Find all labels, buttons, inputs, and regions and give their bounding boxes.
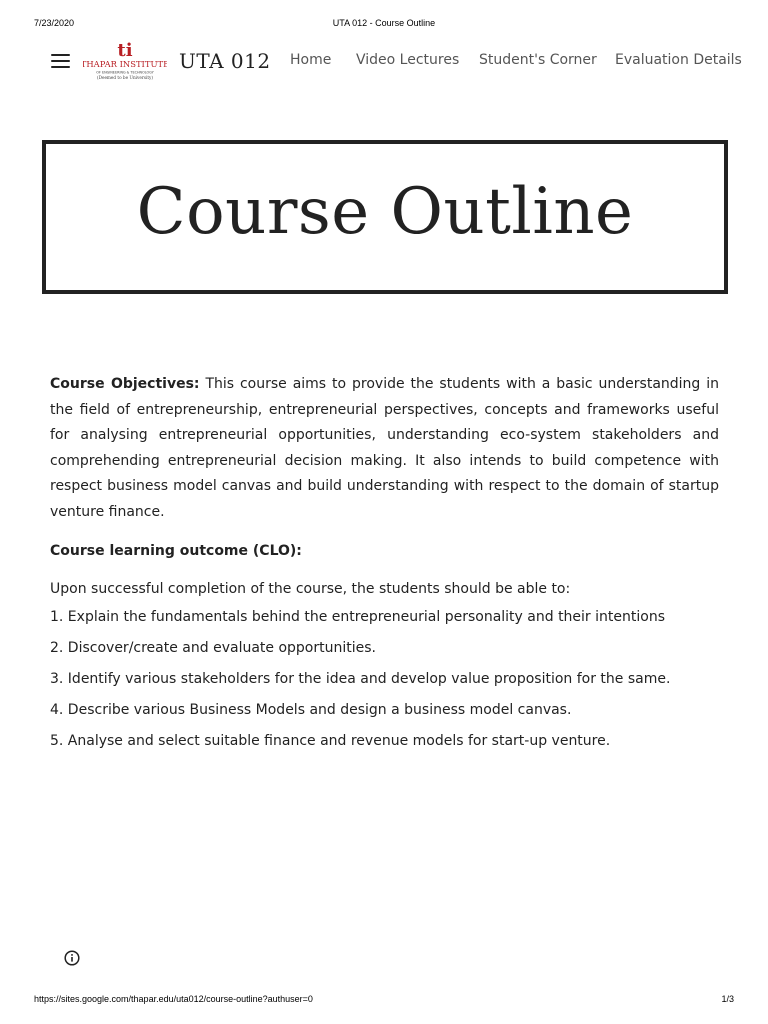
logo-subtext: OF ENGINEERING & TECHNOLOGY: [96, 70, 154, 75]
info-icon[interactable]: [64, 950, 80, 966]
page-title: Course Outline: [136, 175, 634, 249]
nav-video-lectures[interactable]: Video Lectures: [356, 52, 460, 68]
outcome-item: 5. Analyse and select suitable finance and revenue models for start-up venture.: [50, 732, 611, 749]
objectives-label: Course Objectives:: [50, 376, 200, 392]
logo-text: THAPAR INSTITUTE: [83, 59, 167, 69]
course-objectives-paragraph: [50, 372, 719, 526]
hero-banner: [42, 140, 728, 294]
print-date: 7/23/2020: [34, 18, 75, 28]
outcome-item: 4. Describe various Business Models and design a business model canvas.: [50, 701, 572, 718]
nav-students-corner[interactable]: Student's Corner: [479, 52, 597, 68]
print-title: UTA 012 - Course Outline: [332, 18, 436, 28]
logo-tagline: (Deemed to be University): [96, 75, 154, 80]
site-title[interactable]: UTA 012: [179, 49, 271, 73]
outcomes-list: [50, 607, 719, 751]
clo-heading: Course learning outcome (CLO):: [50, 542, 302, 559]
outcome-item: 1. Explain the fundamentals behind the entrepreneurial personality and their intentions: [50, 608, 665, 625]
outcome-item: 2. Discover/create and evaluate opportunities.: [50, 639, 376, 656]
print-footer: [0, 994, 768, 1008]
nav-home[interactable]: Home: [290, 52, 332, 68]
print-url: https://sites.google.com/thapar.edu/uta012/course-outline?authuser=0: [34, 994, 313, 1004]
main-nav: [0, 52, 768, 72]
site-header: [0, 38, 768, 84]
print-header: [0, 14, 768, 30]
main-content: [50, 372, 719, 762]
print-page-number: 1/3: [721, 994, 734, 1004]
nav-evaluation-details[interactable]: Evaluation Details: [615, 52, 742, 68]
objectives-text: This course aims to provide the students with a basic understanding in the field of entrepreneurship, entrepreneurial perspectives, concepts and frameworks useful for analysing entrepreneurial opportunities, understanding eco-system stakeholders and comprehending entrepreneurial decision making. It also intends to build competence with respect business model canvas and build understanding with respect to the domain of startup venture finance.: [50, 376, 720, 520]
logo-mark: ti: [117, 40, 133, 61]
clo-intro: Upon successful completion of the course, the students should be able to:: [50, 580, 571, 597]
outcome-item: 3. Identify various stakeholders for the idea and develop value proposition for the same.: [50, 670, 671, 687]
